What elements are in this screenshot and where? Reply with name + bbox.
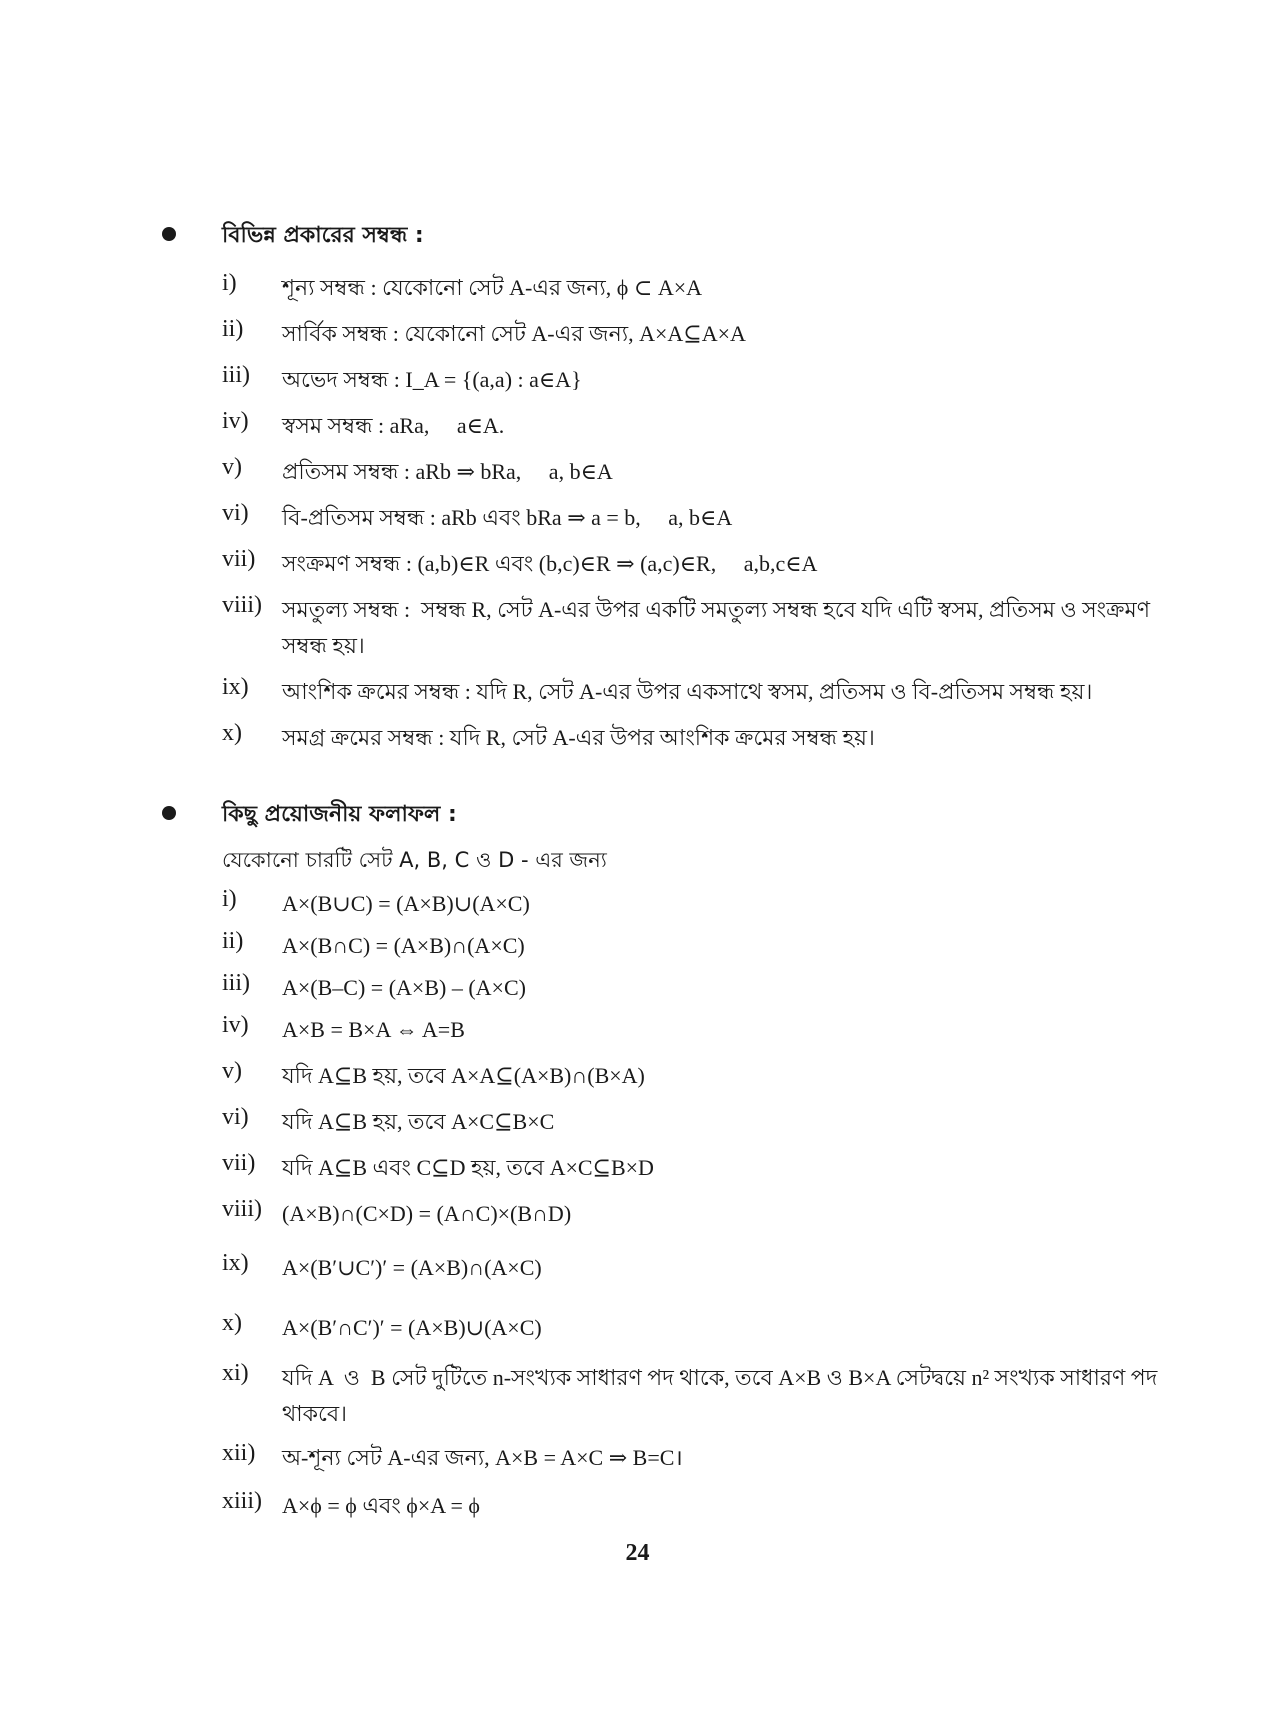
item-text: A×(B′∩C′)′ = (A×B)∪(A×C)	[282, 1315, 542, 1340]
item-number: vii)	[222, 546, 256, 572]
item-text: বি-প্রতিসম সম্বন্ধ : aRb এবং bRa ⇒ a = b, a, b∈A	[282, 505, 733, 530]
item-text: প্রতিসম সম্বন্ধ : aRb ⇒ bRa, a, b∈A	[282, 459, 613, 484]
bullet-icon	[162, 227, 176, 241]
item-text: A×B = B×A ⇔ A=B	[282, 1017, 465, 1042]
item-number: ii)	[222, 928, 244, 954]
item-text: সমগ্র ক্রমের সম্বন্ধ : যদি R, সেট A-এর উপর আংশিক ক্রমের সম্বন্ধ হয়।	[282, 725, 875, 750]
item-text: অ-শূন্য সেট A-এর জন্য, A×B = A×C ⇒ B=C।	[282, 1445, 683, 1470]
item-number: vii)	[222, 1150, 256, 1176]
item-number: viii)	[222, 592, 262, 618]
item-text: সমতুল্য সম্বন্ধ : সম্বন্ধ R, সেট A-এর উপর একটি সমতুল্য সম্বন্ধ হবে যদি এটি স্বসম, প্রতিসম ও সংক্রমণ সম্বন্ধ হয়।	[282, 597, 1156, 658]
item-text: শূন্য সম্বন্ধ : যেকোনো সেট A-এর জন্য, ϕ ⊂ A×A	[282, 275, 703, 300]
item-number: xi)	[222, 1360, 249, 1386]
item-text: যদি A⊆B হয়, তবে A×A⊆(A×B)∩(B×A)	[282, 1063, 645, 1088]
item-number: x)	[222, 720, 242, 746]
item-number: iv)	[222, 1012, 249, 1038]
item-text: অভেদ সম্বন্ধ : I_A = {(a,a) : a∈A}	[282, 367, 582, 392]
item-number: i)	[222, 886, 237, 912]
item-number: v)	[222, 454, 242, 480]
item-number: ix)	[222, 674, 249, 700]
page-number: 24	[625, 1540, 650, 1566]
item-text: আংশিক ক্রমের সম্বন্ধ : যদি R, সেট A-এর উপর একসাথে স্বসম, প্রতিসম ও বি-প্রতিসম সম্বন্ধ হয়।	[282, 679, 1093, 704]
bullet-icon	[162, 806, 176, 820]
item-text: সংক্রমণ সম্বন্ধ : (a,b)∈R এবং (b,c)∈R ⇒ (a,c)∈R, a,b,c∈A	[282, 551, 818, 576]
item-number: vi)	[222, 500, 249, 526]
item-text: যদি A⊆B হয়, তবে A×C⊆B×C	[282, 1109, 555, 1134]
item-text: যদি A⊆B এবং C⊆D হয়, তবে A×C⊆B×D	[282, 1155, 654, 1180]
item-text: A×(B∩C) = (A×B)∩(A×C)	[282, 933, 525, 958]
item-number: v)	[222, 1058, 242, 1084]
item-number: x)	[222, 1310, 242, 1336]
item-number: iii)	[222, 970, 250, 996]
item-text: যদি A ও B সেট দুটিতে n-সংখ্যক সাধারণ পদ থাকে, তবে A×B ও B×A সেটদ্বয়ে n² সংখ্যক সাধারণ পদ থাকবে।	[282, 1365, 1163, 1426]
item-text: A×ϕ = ϕ এবং ϕ×A = ϕ	[282, 1493, 480, 1518]
item-number: xiii)	[222, 1488, 262, 1514]
section-intro: যেকোনো চারটি সেট A, B, C ও D - এর জন্য	[222, 848, 607, 872]
item-number: ii)	[222, 316, 244, 342]
item-text: সার্বিক সম্বন্ধ : যেকোনো সেট A-এর জন্য, A×A⊆A×A	[282, 321, 746, 346]
item-number: ix)	[222, 1250, 249, 1276]
item-text: A×(B∪C) = (A×B)∪(A×C)	[282, 891, 530, 916]
section-heading: কিছু প্রয়োজনীয় ফলাফল :	[222, 802, 457, 827]
item-text: A×(B–C) = (A×B) – (A×C)	[282, 975, 526, 1000]
item-number: vi)	[222, 1104, 249, 1130]
item-number: i)	[222, 270, 237, 296]
item-text: A×(B′∪C′)′ = (A×B)∩(A×C)	[282, 1255, 542, 1280]
item-number: viii)	[222, 1196, 262, 1222]
item-text: স্বসম সম্বন্ধ : aRa, a∈A.	[282, 413, 505, 438]
item-text: (A×B)∩(C×D) = (A∩C)×(B∩D)	[282, 1201, 572, 1226]
item-number: iv)	[222, 408, 249, 434]
item-number: iii)	[222, 362, 250, 388]
item-number: xii)	[222, 1440, 256, 1466]
section-heading: বিভিন্ন প্রকারের সম্বন্ধ :	[222, 223, 424, 248]
